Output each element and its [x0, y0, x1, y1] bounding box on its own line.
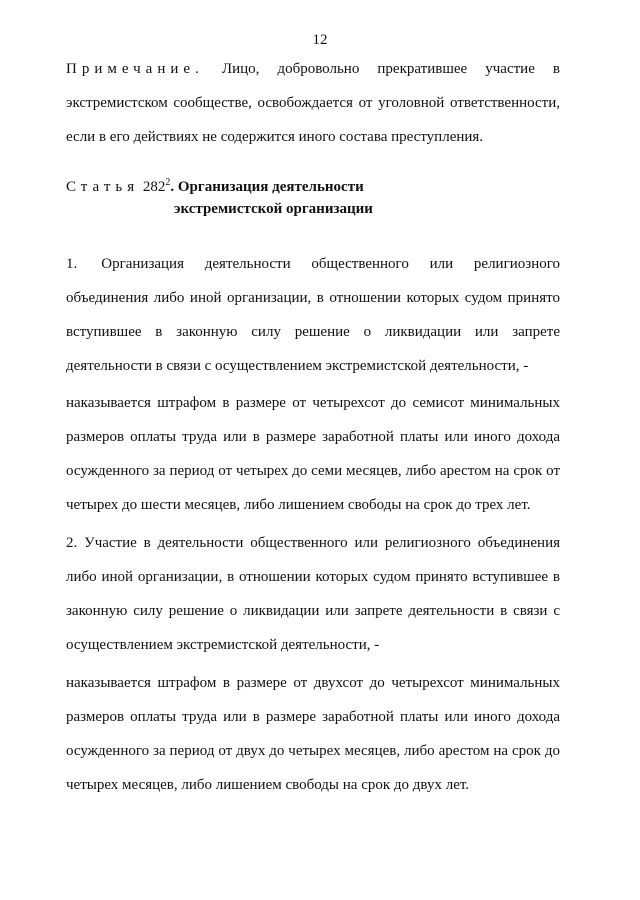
note-text: Лицо, добровольно прекратившее участие в экстремистском сообществе, освобождается от уголовной ответственности, если в его действиях не содержится иного состава преступления. [66, 61, 560, 145]
paragraph-1-penalty [66, 386, 560, 522]
paragraph-1-number: 1. [66, 256, 78, 272]
article-title-line2: экстремистской организации [174, 201, 373, 217]
paragraph-1-penalty-text: наказывается штрафом в размере от четырехсот до семисот минимальных размеров оплаты труда или в размере заработной платы или иного дохода осужденного за период от четырех до семи месяцев, либо арестом на срок от четырех до шести месяцев, либо лишением свободы на срок до трех лет. [66, 395, 560, 513]
page-number: 12 [312, 32, 328, 48]
article-title-line1: . Организация деятельности [170, 179, 364, 195]
article-heading [66, 176, 373, 217]
paragraph-2-text: 2. Участие в деятельности общественного или религиозного объединения либо иной организации, в отношении которых судом принято вступившее в законную силу решение о ликвидации или запрете деятельности в связи с осуществлением экстремистской деятельности, - [66, 535, 560, 653]
paragraph-1-text: Организация деятельности общественного или религиозного объединения либо иной организации, в отношении которых судом принято вступившее в законную силу решение о ликвидации или запрете деятельности в связи с осуществлением экстремистской деятельности, - [66, 256, 560, 374]
paragraph-1 [66, 247, 560, 383]
article-superscript: 2 [165, 177, 171, 188]
note-label: Примечание. [66, 61, 204, 77]
article-label: Статья [66, 179, 140, 195]
article-number: 282 [142, 179, 166, 195]
paragraph-2 [66, 526, 560, 662]
paragraph-2-penalty-text: наказывается штрафом в размере от двухсот до четырехсот минимальных размеров оплаты труда или в размере заработной платы или иного дохода осужденного за период от двух до четырех месяцев, либо арестом на срок до четырех месяцев, либо лишением свободы на срок до двух лет. [66, 675, 560, 793]
paragraph-2-penalty [66, 666, 560, 802]
note-paragraph [66, 52, 560, 154]
